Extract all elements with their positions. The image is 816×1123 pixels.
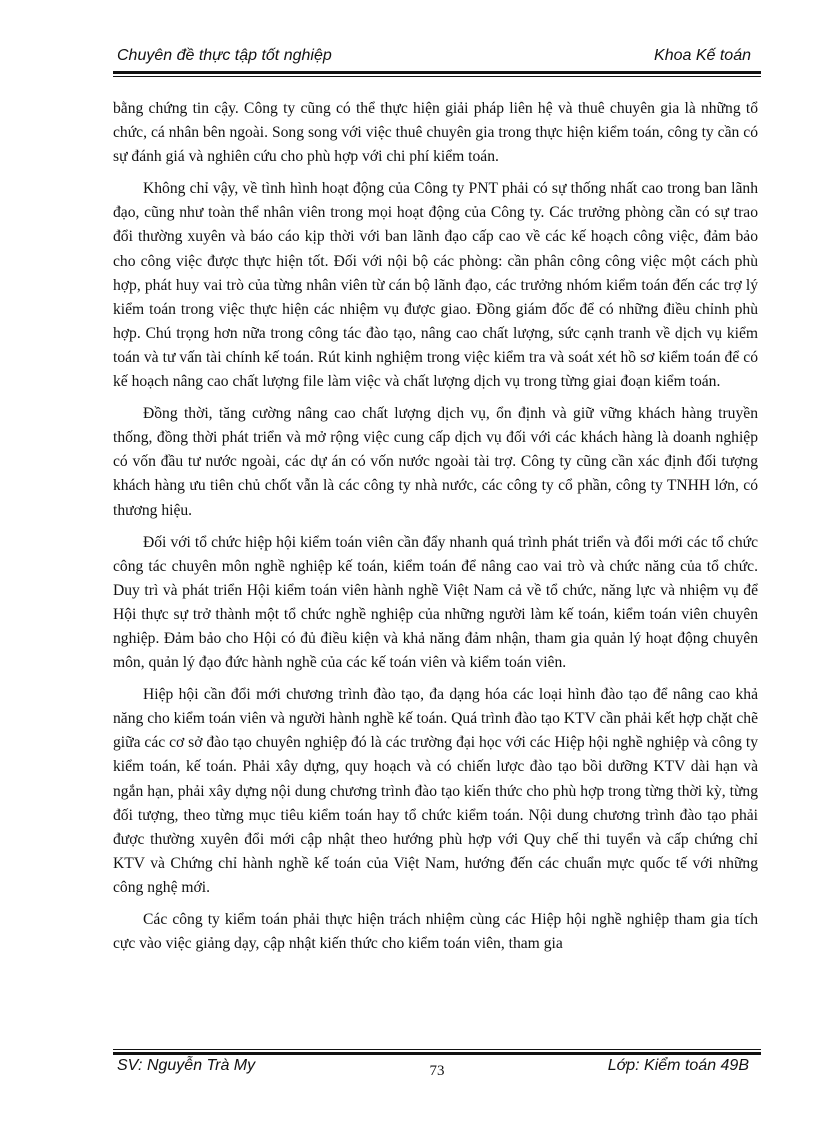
paragraph: Các công ty kiểm toán phải thực hiện trách nhiệm cùng các Hiệp hội nghề nghiệp tham gia tích cực vào việc giảng dạy, cập nhật kiến thức cho kiểm toán viên, tham gia	[113, 911, 758, 953]
paragraph: Đối với tổ chức hiệp hội kiểm toán viên cần đẩy nhanh quá trình phát triển và đổi mới các tổ chức công tác chuyên môn nghề nghiệp kế toán, kiểm toán để nâng cao vai trò và chức năng của tổ chức. Duy trì và phát triển Hội kiểm toán viên hành nghề Việt Nam cả về tổ chức, năng lực và nhiệm vụ để Hội thực sự trở thành một tổ chức nghề nghiệp của những người làm kế toán, kiểm toán viên chuyên nghiệp. Đảm bảo cho Hội có đủ điều kiện và khả năng đảm nhận, tham gia quản lý hoạt động chuyên môn, quản lý đạo đức hành nghề của các kế toán viên và kiểm toán viên.	[113, 533, 758, 672]
footer-student-name: SV: Nguyễn Trà My	[117, 1057, 256, 1074]
page-header	[113, 44, 761, 72]
footer-class: Lớp: Kiểm toán 49B	[607, 1057, 749, 1074]
paragraph: Đồng thời, tăng cường nâng cao chất lượng dịch vụ, ổn định và giữ vững khách hàng truyền thống, đồng thời phát triển và mở rộng việc cung cấp dịch vụ đối với các khách hàng là doanh nghiệp có vốn đầu tư nước ngoài, các dự án có vốn nước ngoài tài trợ. Công ty cũng cần xác định đối tượng khách hàng ưu tiên chủ chốt vẫn là các công ty nhà nước, các công ty cổ phần, công ty TNHH lớn, có thương hiệu.	[113, 405, 758, 519]
header-department: Khoa Kế toán	[654, 47, 751, 64]
paragraph: Hiệp hội cần đổi mới chương trình đào tạo, đa dạng hóa các loại hình đào tạo để nâng cao khả năng cho kiểm toán viên và người hành nghề kế toán. Quá trình đào tạo KTV cần phải kết hợp chặt chẽ giữa các cơ sở đào tạo chuyên nghiệp đó là các trường đại học với các Hiệp hội nghề nghiệp và công ty kiểm toán, kế toán. Phải xây dựng, quy hoạch và có chiến lược đào tạo bồi dưỡng KTV dài hạn và ngắn hạn, phải xây dựng nội dung chương trình đào tạo kiến thức cho phù hợp trong từng thời kỳ, từng đối tượng, theo từng mục tiêu kiểm toán hay tổ chức kiểm toán. Nội dung chương trình đào tạo phải được thường xuyên đổi mới cập nhật theo hướng phù hợp với Quy chế thi tuyển và cấp chứng chỉ KTV và Chứng chỉ hành nghề kế toán của Việt Nam, hướng đến các chuẩn mực quốc tế với những công nghệ mới.	[113, 686, 758, 896]
page-footer	[113, 1057, 761, 1087]
paragraph: Không chỉ vậy, về tình hình hoạt động của Công ty PNT phải có sự thống nhất cao trong ban lãnh đạo, cũng như toàn thể nhân viên trong mọi hoạt động của Công ty. Các trưởng phòng cần có sự trao đổi thường xuyên và báo cáo kịp thời với ban lãnh đạo cấp cao về các kế hoạch công việc, đảm bảo cho công việc được thực hiện tốt. Đối với nội bộ các phòng: cần phân công công việc một cách phù hợp, phát huy vai trò của từng nhân viên từ cán bộ lãnh đạo, các trưởng nhóm kiểm toán đến các trợ lý kiểm toán trong việc thực hiện các nhiệm vụ được giao. Đồng giám đốc để có những điều chỉnh phù hợp. Chú trọng hơn nữa trong công tác đào tạo, nâng cao chất lượng, sức cạnh tranh về dịch vụ kiểm toán và tư vấn tài chính kế toán. Rút kinh nghiệm trong việc kiểm tra và soát xét hồ sơ kiểm toán để có kế hoạch nâng cao chất lượng file làm việc và chất lượng dịch vụ trong từng giai đoạn kiểm toán.	[113, 180, 758, 391]
page-body	[113, 97, 758, 964]
page-number: 73	[429, 1063, 445, 1079]
footer-rule	[113, 1052, 761, 1055]
header-rule-thin	[113, 76, 761, 77]
footer-rule-thin	[113, 1049, 761, 1050]
header-rule	[113, 71, 761, 74]
header-title: Chuyên đề thực tập tốt nghiệp	[117, 47, 332, 64]
paragraph: bằng chứng tin cậy. Công ty cũng có thể thực hiện giải pháp liên hệ và thuê chuyên gia là những tổ chức, cá nhân bên ngoài. Song song với việc thuê chuyên gia trong thực hiện kiểm toán, công ty cần có sự đánh giá và nghiên cứu cho phù hợp với chi phí kiểm toán.	[113, 100, 758, 166]
